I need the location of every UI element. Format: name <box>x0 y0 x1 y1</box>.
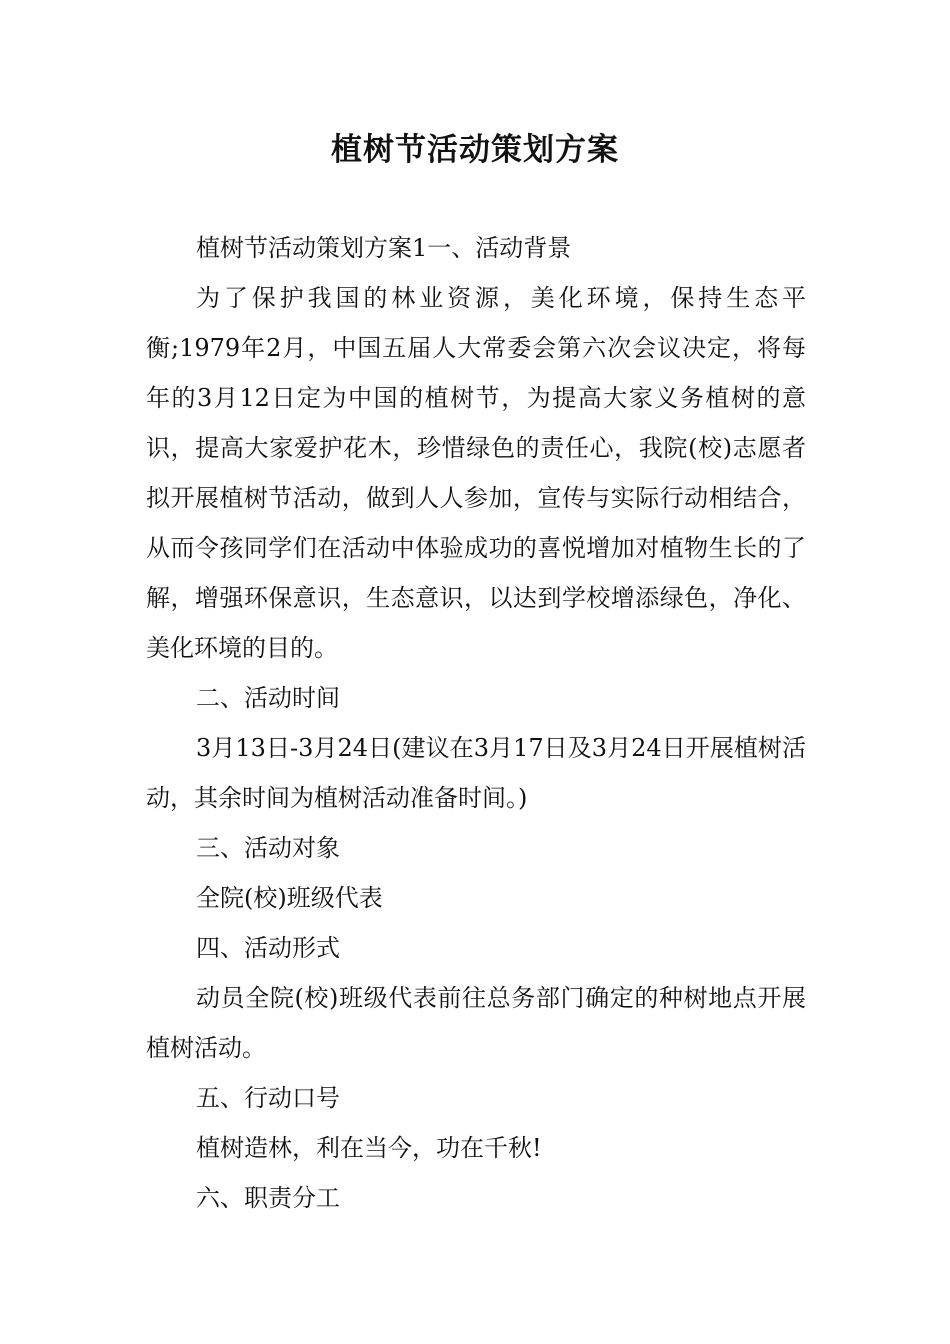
section-heading-target: 三、活动对象 <box>196 834 340 862</box>
paragraph-time: 3月13日-3月24日(建议在3月17日及3月24日开展植树活动，其余时间为植树活动准备时间。) <box>146 734 806 812</box>
paragraph-target: 全院(校)班级代表 <box>196 884 383 912</box>
section-heading-slogan: 五、行动口号 <box>196 1084 340 1112</box>
section-heading-time: 二、活动时间 <box>196 684 340 712</box>
section-heading-duties: 六、职责分工 <box>196 1184 340 1212</box>
paragraph-background: 为了保护我国的林业资源，美化环境，保持生态平衡;1979年2月，中国五届人大常委会第六次会议决定，将每年的3月12日定为中国的植树节，为提高大家义务植树的意识，提高大家爱护花木，珍惜绿色的责任心，我院(校)志愿者拟开展植树节活动，做到人人参加，宣传与实际行动相结合，从而令孩同学们在活动中体验成功的喜悦增加对植物生长的了解，增强环保意识，生态意识，以达到学校增添绿色，净化、美化环境的目的。 <box>146 284 806 662</box>
page-title: 植树节活动策划方案 <box>331 132 619 168</box>
paragraph-heading-background: 植树节活动策划方案1一、活动背景 <box>196 234 572 262</box>
section-heading-form: 四、活动形式 <box>196 934 340 962</box>
paragraph-form: 动员全院(校)班级代表前往总务部门确定的种树地点开展植树活动。 <box>146 984 806 1062</box>
document-body <box>146 223 806 1223</box>
paragraph-slogan: 植树造林，利在当今，功在千秋! <box>196 1134 542 1162</box>
